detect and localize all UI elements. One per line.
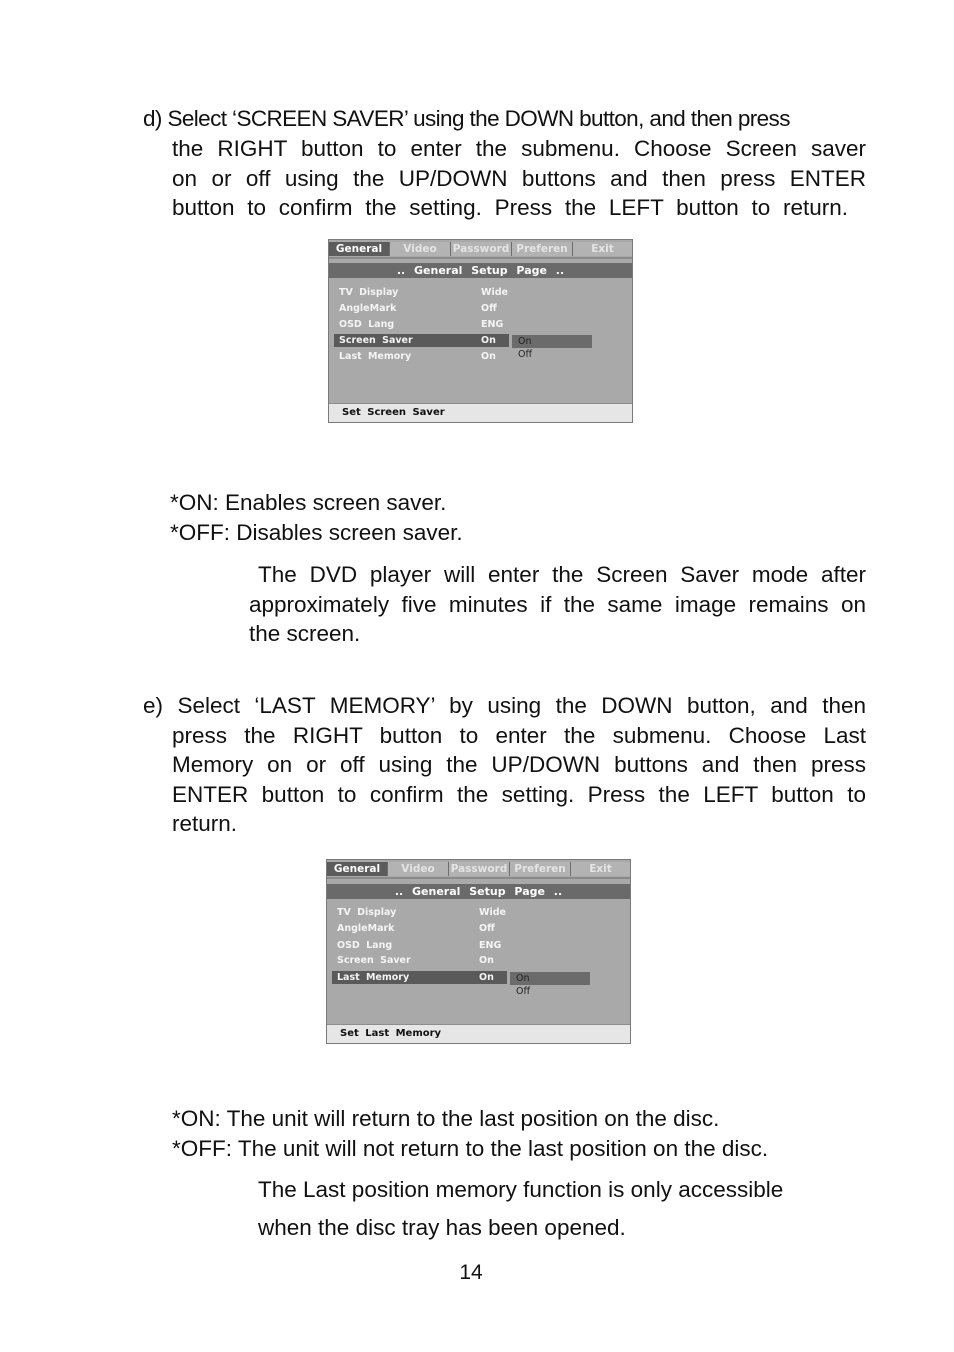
note-off-d: *OFF: Disables screen saver. [170, 520, 463, 545]
menu-item-label: TV Display [337, 907, 397, 918]
tab-exit: Exit [573, 242, 632, 256]
menu-item-tv-display [334, 286, 509, 299]
tab-preferen: Preferen [512, 242, 573, 256]
tabs-divider [327, 877, 630, 879]
menu-item-value: Wide [479, 907, 506, 918]
menu-item-tv-display [332, 906, 507, 919]
section-e-line-5: return. [172, 811, 238, 836]
section-e-line-1: e) Select ‘LAST MEMORY’ by using the DOWN button, and then [143, 693, 866, 718]
menu-item-value: ENG [481, 319, 504, 330]
submenu-option-label: Off [518, 349, 533, 360]
page-number: 14 [459, 1261, 483, 1284]
note-on-d: *ON: Enables screen saver. [170, 490, 447, 515]
tab-exit: Exit [571, 862, 630, 876]
note-off-e: *OFF: The unit will not return to the last position on the disc. [172, 1136, 769, 1161]
osd-menu-last-memory [326, 859, 631, 1044]
menu-item-value: On [479, 972, 494, 983]
submenu-option-off [512, 348, 592, 361]
info-d-line-1: The DVD player will enter the Screen Saver mode after [258, 562, 866, 587]
menu-item-label: Screen Saver [337, 955, 411, 966]
menu-item-value: On [481, 335, 496, 346]
submenu-option-label: On [518, 336, 532, 347]
submenu-option-on [512, 335, 592, 348]
section-d-line-3: on or off using the UP/DOWN buttons and then press ENTER [172, 166, 866, 191]
menu-tabs [327, 862, 630, 878]
menu-item-value: ENG [479, 940, 502, 951]
osd-menu-screen-saver [328, 239, 633, 423]
menu-item-osd-lang [332, 939, 507, 952]
section-e-line-4: ENTER button to confirm the setting. Press the LEFT button to [172, 782, 866, 807]
menu-item-label: Last Memory [339, 351, 412, 362]
menu-tabs [329, 242, 632, 258]
note-on-e: *ON: The unit will return to the last position on the disc. [172, 1106, 720, 1131]
info-d-line-3: the screen. [249, 621, 361, 646]
tab-password: Password [449, 862, 510, 876]
tabs-divider [329, 257, 632, 259]
tab-general: General [329, 242, 390, 256]
section-e-line-2: press the RIGHT button to enter the submenu. Choose Last [172, 723, 866, 748]
menu-item-value: On [481, 351, 496, 362]
tab-video: Video [388, 862, 449, 876]
menu-item-value: Off [481, 303, 497, 314]
tab-preferen: Preferen [510, 862, 571, 876]
page-title-bar: .. General Setup Page .. [327, 884, 630, 899]
submenu-option-off [510, 985, 590, 998]
info-e-line-1: The Last position memory function is only accessible [258, 1177, 784, 1202]
submenu-option-on [510, 972, 590, 985]
menu-item-osd-lang [334, 318, 509, 331]
menu-item-value: Off [479, 923, 495, 934]
menu-item-screen-saver [334, 334, 509, 347]
tab-video: Video [390, 242, 451, 256]
menu-item-anglemark [334, 302, 509, 315]
submenu-option-label: On [516, 973, 530, 984]
page-title-bar: .. General Setup Page .. [329, 263, 632, 278]
menu-item-label: AngleMark [337, 923, 395, 934]
menu-item-label: AngleMark [339, 303, 397, 314]
menu-item-label: Screen Saver [339, 335, 413, 346]
section-d-line-1: d) Select ‘SCREEN SAVER’ using the DOWN button, and then press [143, 106, 790, 131]
menu-item-value: On [479, 955, 494, 966]
section-d-line-2: the RIGHT button to enter the submenu. Choose Screen saver [172, 136, 866, 161]
info-e-line-2: when the disc tray has been opened. [258, 1215, 626, 1240]
menu-item-screen-saver [332, 954, 507, 967]
tab-password: Password [451, 242, 512, 256]
menu-status-bar: Set Last Memory [327, 1024, 630, 1043]
menu-item-label: OSD Lang [339, 319, 395, 330]
menu-item-label: Last Memory [337, 972, 410, 983]
menu-item-label: OSD Lang [337, 940, 393, 951]
info-d-line-2: approximately five minutes if the same image remains on [249, 592, 866, 617]
section-d-line-4: button to confirm the setting. Press the LEFT button to return. [172, 195, 848, 220]
menu-item-last-memory [332, 971, 507, 984]
tab-general: General [327, 862, 388, 876]
menu-status-bar: Set Screen Saver [329, 403, 632, 422]
menu-item-value: Wide [481, 287, 508, 298]
section-e-line-3: Memory on or off using the UP/DOWN buttons and then press [172, 752, 866, 777]
menu-item-anglemark [332, 922, 507, 935]
menu-item-last-memory [334, 350, 509, 363]
submenu-option-label: Off [516, 986, 531, 997]
menu-item-label: TV Display [339, 287, 399, 298]
